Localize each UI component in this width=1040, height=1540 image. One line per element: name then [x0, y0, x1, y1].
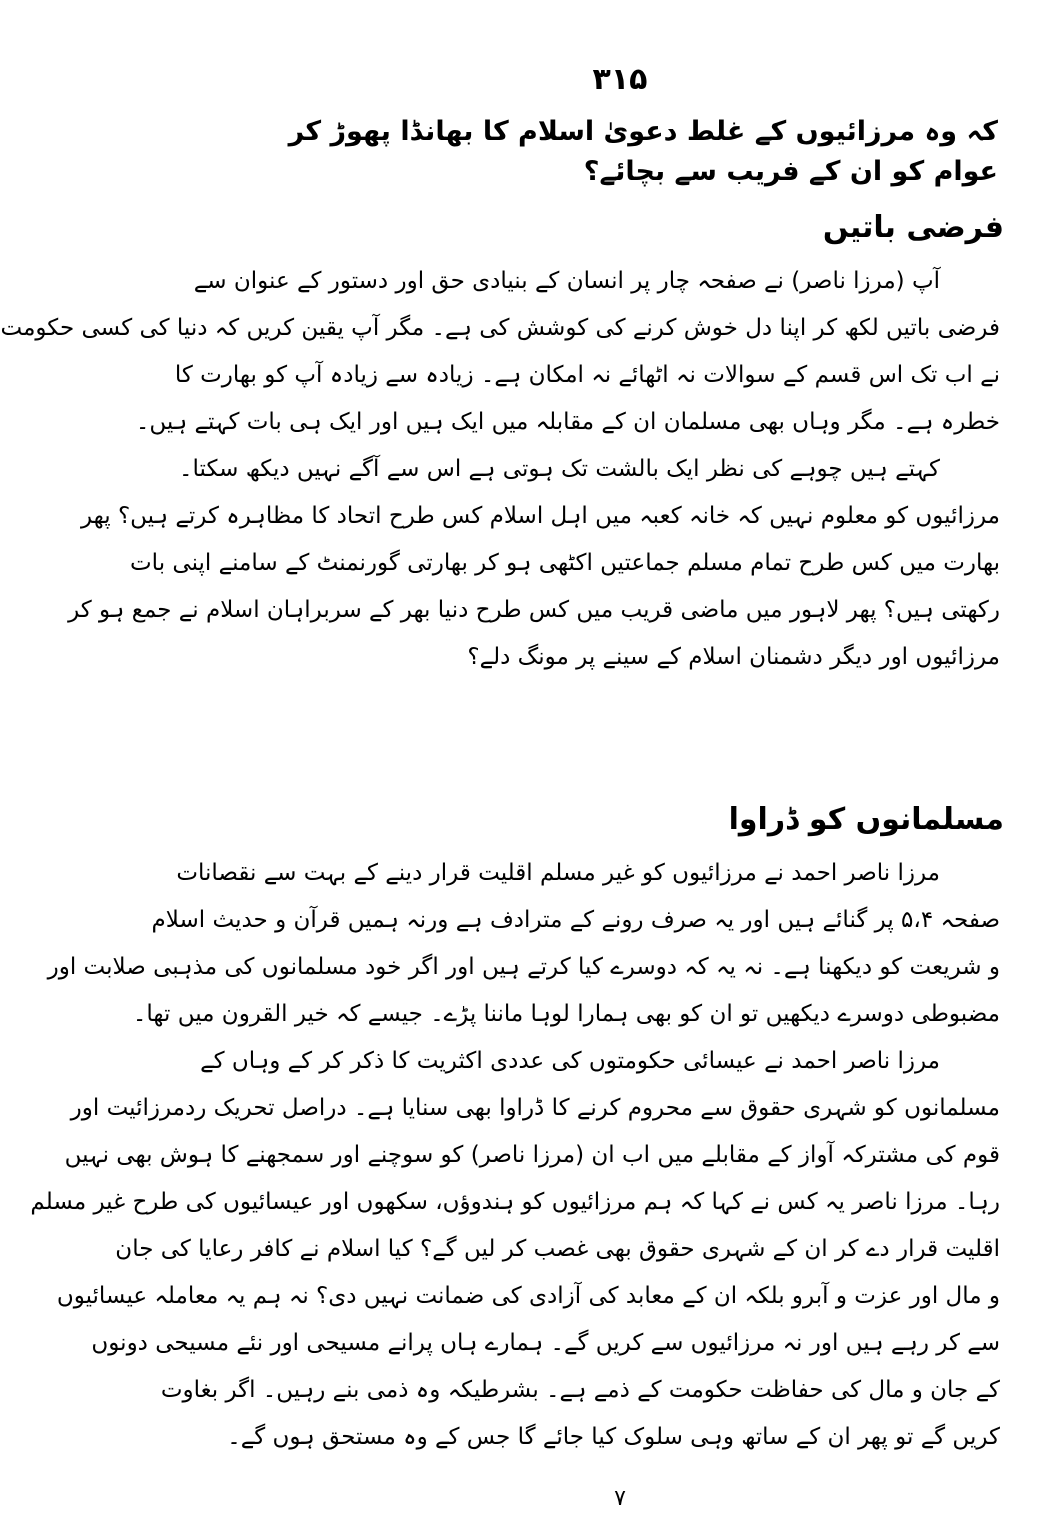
text-line: مضبوطی دوسرے دیکھیں تو ان کو بھی ہمارا لوہا ماننا پڑے۔ جیسے کہ خیر القرون میں تھا۔	[132, 1001, 1000, 1027]
section-body-musalmanon-ko-darawa	[30, 850, 1000, 1461]
footer-mark: ٧	[614, 1486, 626, 1511]
text-line: سے کر رہے ہیں اور نہ مرزائیوں سے کریں گے۔ ہمارے ہاں پرانے مسیحی اور نئے مسیحی دونوں	[91, 1330, 1000, 1356]
text-line: رکھتی ہیں؟ پھر لاہور میں ماضی قریب میں کس طرح دنیا بھر کے سربراہان اسلام نے جمع ہو کر	[68, 597, 1000, 623]
text-line: آپ (مرزا ناصر) نے صفحہ چار پر انسان کے بنیادی حق اور دستور کے عنوان سے	[193, 268, 940, 294]
section-heading-musalmanon-ko-darawa: مسلمانوں کو ڈراوا	[728, 802, 1004, 837]
text-line: مرزائیوں اور دیگر دشمنان اسلام کے سینے پر مونگ دلے؟	[467, 644, 1000, 670]
text-line: مرزا ناصر احمد نے عیسائی حکومتوں کی عددی اکثریت کا ذکر کر کے وہاں کے	[200, 1048, 940, 1074]
continued-sentence: کہ وہ مرزائیوں کے غلط دعویٰ اسلام کا بھانڈا پھوڑ کر عوام کو ان کے فریب سے بچائے؟	[288, 116, 998, 187]
text-line: رہا۔ مرزا ناصر یہ کس نے کہا کہ ہم مرزائیوں کو ہندوؤں، سکھوں اور عیسائیوں کی طرح غیر مسلم	[30, 1189, 1000, 1215]
section-body-farzi-baatein	[0, 258, 1000, 681]
text-line: مسلمانوں کو شہری حقوق سے محروم کرنے کا ڈراوا بھی سنایا ہے۔ دراصل تحریک ردمرزائیت اور	[70, 1095, 1000, 1121]
text-line: کہتے ہیں چوہے کی نظر ایک بالشت تک ہوتی ہے اس سے آگے نہیں دیکھ سکتا۔	[179, 456, 940, 482]
text-line: فرضی باتیں لکھ کر اپنا دل خوش کرنے کی کوشش کی ہے۔ مگر آپ یقین کریں کہ دنیا کی کسی حکومت	[0, 315, 1000, 341]
text-line: مرزائیوں کو معلوم نہیں کہ خانہ کعبہ میں اہل اسلام کس طرح اتحاد کا مظاہرہ کرتے ہیں؟ پھر	[80, 503, 1000, 529]
text-line: نے اب تک اس قسم کے سوالات نہ اٹھائے نہ امکان ہے۔ زیادہ سے زیادہ آپ کو بھارت کا	[174, 362, 1000, 388]
text-line: قوم کی مشترکہ آواز کے مقابلے میں اب ان (مرزا ناصر) کو سوچنے اور سمجھنے کا ہوش بھی نہیں	[64, 1142, 1000, 1168]
text-line: مرزا ناصر احمد نے مرزائیوں کو غیر مسلم اقلیت قرار دینے کے بہت سے نقصانات	[176, 860, 940, 886]
text-line: اقلیت قرار دے کر ان کے شہری حقوق بھی غصب کر لیں گے؟ کیا اسلام نے کافر رعایا کی جان	[115, 1236, 1000, 1262]
section-heading-farzi-baatein: فرضی باتیں	[822, 210, 1004, 245]
text-line: و مال اور عزت و آبرو بلکہ ان کے معابد کی آزادی کی ضمانت نہیں دی؟ نہ ہم یہ معاملہ عیسائیوں	[56, 1283, 1000, 1309]
text-line: کے جان و مال کی حفاظت حکومت کے ذمے ہے۔ بشرطیکہ وہ ذمی بنے رہیں۔ اگر بغاوت	[160, 1377, 1000, 1403]
text-line: خطرہ ہے۔ مگر وہاں بھی مسلمان ان کے مقابلہ میں ایک ہیں اور ایک ہی بات کہتے ہیں۔	[135, 409, 1000, 435]
text-line: صفحہ ۵،۴ پر گنائے ہیں اور یہ صرف رونے کے مترادف ہے ورنہ ہمیں قرآن و حدیث اسلام	[151, 907, 1000, 933]
text-line: و شریعت کو دیکھنا ہے۔ نہ یہ کہ دوسرے کیا کرتے ہیں اور اگر خود مسلمانوں کی مذہبی صلابت اور	[47, 954, 1000, 980]
text-line: بھارت میں کس طرح تمام مسلم جماعتیں اکٹھی ہو کر بھارتی گورنمنٹ کے سامنے اپنی بات	[130, 550, 1000, 576]
text-line: کریں گے تو پھر ان کے ساتھ وہی سلوک کیا جائے گا جس کے وہ مستحق ہوں گے۔	[227, 1424, 1000, 1450]
page-number: ۳۱۵	[592, 62, 648, 97]
